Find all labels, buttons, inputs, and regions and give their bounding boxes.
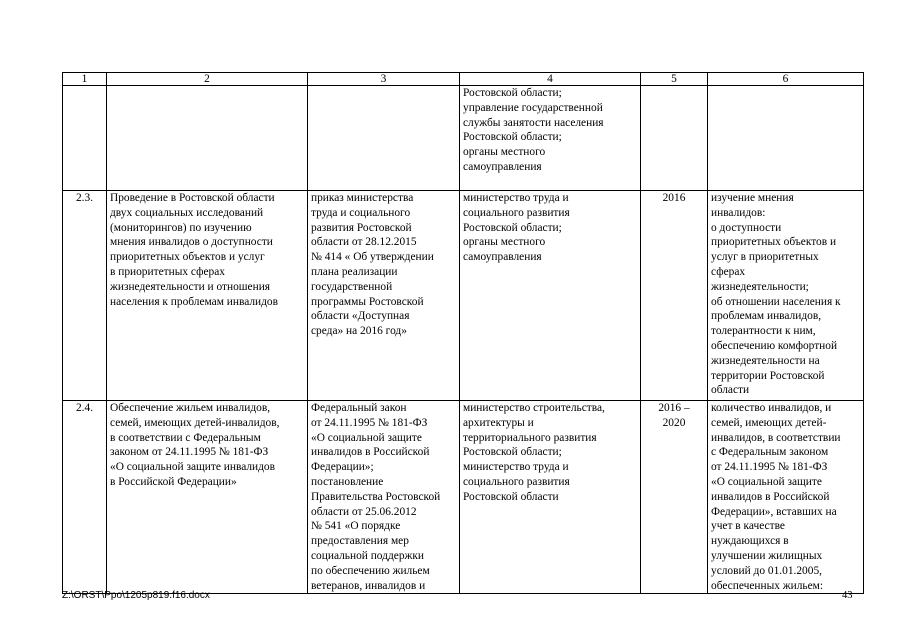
cell-text-line: 2016 [662, 192, 686, 204]
result-cell [708, 86, 864, 191]
cell-text-line: жизнедеятельности на [711, 354, 820, 367]
cell-text-line: толерантности к ним, [711, 325, 816, 338]
cell-text-line: семей, имеющих детей-инвалидов, [110, 416, 280, 429]
cell-text-line: от 24.11.1995 № 181-ФЗ [711, 461, 828, 474]
cell-text-line: Ростовской области; [463, 131, 562, 144]
legal-basis-cell [308, 86, 460, 191]
cell-text-line: № 541 «О порядке [311, 520, 401, 533]
responsible-cell [460, 191, 641, 401]
cell-text-line: с Федеральным законом [711, 446, 829, 459]
cell-text-line: № 414 « Об утверждении [311, 251, 434, 264]
cell-text-line: 2020 [662, 416, 686, 429]
cell-text-line: предоставления мер [311, 535, 409, 548]
table-body [63, 73, 864, 594]
item-number-cell [63, 191, 107, 401]
cell-text-line: Правительства Ростовской [311, 490, 441, 503]
column-number-cell: 2 [107, 73, 308, 86]
cell-text-line: постановление [311, 475, 384, 488]
cell-text-line: улучшении жилищных [711, 549, 823, 562]
legal-basis-cell [308, 191, 460, 401]
cell-text-line: программы Ростовской [311, 295, 424, 308]
cell-text-line: службы занятости населения [463, 116, 604, 129]
cell-text-line: о доступности [711, 221, 782, 234]
cell-text-line: социального развития [463, 206, 570, 219]
column-number-cell: 1 [63, 73, 107, 86]
cell-text-line: Федерации», вставших на [711, 505, 837, 518]
cell-text-line: жизнедеятельности; [711, 280, 809, 293]
column-number-cell: 6 [708, 73, 864, 86]
cell-text-line: территориального развития [463, 431, 597, 444]
cell-text-line: инвалидов в Российской [711, 490, 830, 503]
cell-text-line: об отношении населения к [711, 295, 841, 308]
cell-text-line: инвалидов, в соответствии [711, 431, 841, 444]
cell-text-line: архитектуры и [463, 416, 534, 429]
document-table [62, 72, 864, 594]
result-cell [708, 191, 864, 401]
cell-text-line: Ростовской области; [463, 221, 562, 234]
cell-text-line: семей, имеющих детей- [711, 416, 827, 429]
cell-text-line: изучение мнения [711, 192, 794, 204]
cell-text-line: обеспечению комфортной [711, 339, 838, 352]
cell-text-line: министерство труда и [463, 192, 569, 204]
cell-text-line: области от 28.12.2015 [311, 236, 417, 249]
cell-text-line: Федеральный закон [311, 402, 407, 414]
column-number-cell: 5 [641, 73, 708, 86]
legal-basis-cell [308, 401, 460, 594]
cell-text-line: 2016 – [658, 402, 690, 414]
page-number: 43 [842, 590, 853, 601]
cell-text-line: в соответствии с Федеральным [110, 431, 261, 444]
cell-text-line: проблемам инвалидов, [711, 310, 822, 323]
cell-text-line: министерство труда и [463, 461, 569, 474]
cell-text-line: органы местного [463, 146, 546, 159]
column-number-cell: 3 [308, 73, 460, 86]
cell-text-line: 2.4. [75, 402, 94, 414]
item-number-cell [63, 401, 107, 594]
cell-text-line: приказ министерства [311, 192, 414, 204]
responsible-cell [460, 401, 641, 594]
cell-text-line: государственной [311, 280, 393, 293]
cell-text-line: органы местного [463, 236, 546, 249]
cell-text-line: количество инвалидов, и [711, 402, 832, 414]
cell-text-line: от 24.11.1995 № 181-ФЗ [311, 416, 428, 429]
result-cell [708, 401, 864, 594]
cell-text-line: Обеспечение жильем инвалидов, [110, 402, 271, 414]
cell-text-line: социального развития [463, 475, 570, 488]
cell-text-line: приоритетных объектов и услуг [110, 251, 265, 264]
cell-text-line: услуг в приоритетных [711, 251, 819, 264]
cell-text-line: обеспеченных жильем: [711, 579, 824, 592]
cell-text-line: в приоритетных сферах [110, 265, 225, 278]
table-row [63, 86, 864, 191]
cell-text-line: территории Ростовской [711, 369, 825, 382]
cell-text-line: инвалидов: [711, 206, 766, 219]
activity-cell [107, 401, 308, 594]
cell-text-line: учет в качестве [711, 520, 785, 533]
cell-text-line: самоуправления [463, 251, 542, 264]
cell-text-line: области от 25.06.2012 [311, 505, 417, 518]
cell-text-line: области [711, 384, 750, 397]
cell-text-line: (мониторингов) по изучению [110, 221, 252, 234]
cell-text-line: «О социальной защите [711, 475, 822, 488]
activity-cell [107, 86, 308, 191]
cell-text-line: социальной поддержки [311, 549, 425, 562]
deadline-cell [641, 86, 708, 191]
cell-text-line: 2.3. [75, 192, 94, 204]
column-number-row [63, 73, 864, 86]
cell-text-line: управление государственной [463, 101, 603, 114]
cell-text-line: самоуправления [463, 160, 542, 173]
cell-text-line: ветеранов, инвалидов и [311, 579, 426, 592]
cell-text-line: приоритетных объектов и [711, 236, 837, 249]
cell-text-line: населения к проблемам инвалидов [110, 295, 279, 308]
file-path-footer: Z:\ORST\Ppo\1205p819.f16.docx [62, 590, 210, 601]
cell-text-line: мнения инвалидов о доступности [110, 236, 273, 249]
cell-text-line: сферах [711, 265, 746, 278]
cell-text-line: Ростовской области; [463, 446, 562, 459]
cell-text-line: по обеспечению жильем [311, 564, 430, 577]
deadline-cell [641, 191, 708, 401]
cell-text-line: Федерации»; [311, 461, 374, 474]
cell-text-line: законом от 24.11.1995 № 181-ФЗ [110, 446, 269, 459]
cell-text-line: среда» на 2016 год» [311, 325, 407, 338]
cell-text-line: двух социальных исследований [110, 206, 264, 219]
item-number-cell [63, 86, 107, 191]
activity-cell [107, 191, 308, 401]
cell-text-line: «О социальной защите [311, 431, 422, 444]
cell-text-line: в Российской Федерации» [110, 475, 237, 488]
cell-text-line: условий до 01.01.2005, [711, 564, 822, 577]
cell-text-line: Ростовской области [463, 490, 559, 503]
cell-text-line: Ростовской области; [463, 87, 562, 99]
cell-text-line: министерство строительства, [463, 402, 605, 414]
responsible-cell [460, 86, 641, 191]
cell-text-line: «О социальной защите инвалидов [110, 461, 276, 474]
table-row [63, 191, 864, 401]
cell-text-line: плана реализации [311, 265, 398, 278]
deadline-cell [641, 401, 708, 594]
cell-text-line: развития Ростовской [311, 221, 412, 234]
cell-text-line: области «Доступная [311, 310, 410, 323]
column-number-cell: 4 [460, 73, 641, 86]
cell-text-line: труда и социального [311, 206, 411, 219]
table-row [63, 401, 864, 594]
cell-text-line: жизнедеятельности и отношения [110, 280, 271, 293]
cell-text-line: нуждающихся в [711, 535, 789, 548]
cell-text-line: инвалидов в Российской [311, 446, 430, 459]
cell-text-line: Проведение в Ростовской области [110, 192, 275, 204]
